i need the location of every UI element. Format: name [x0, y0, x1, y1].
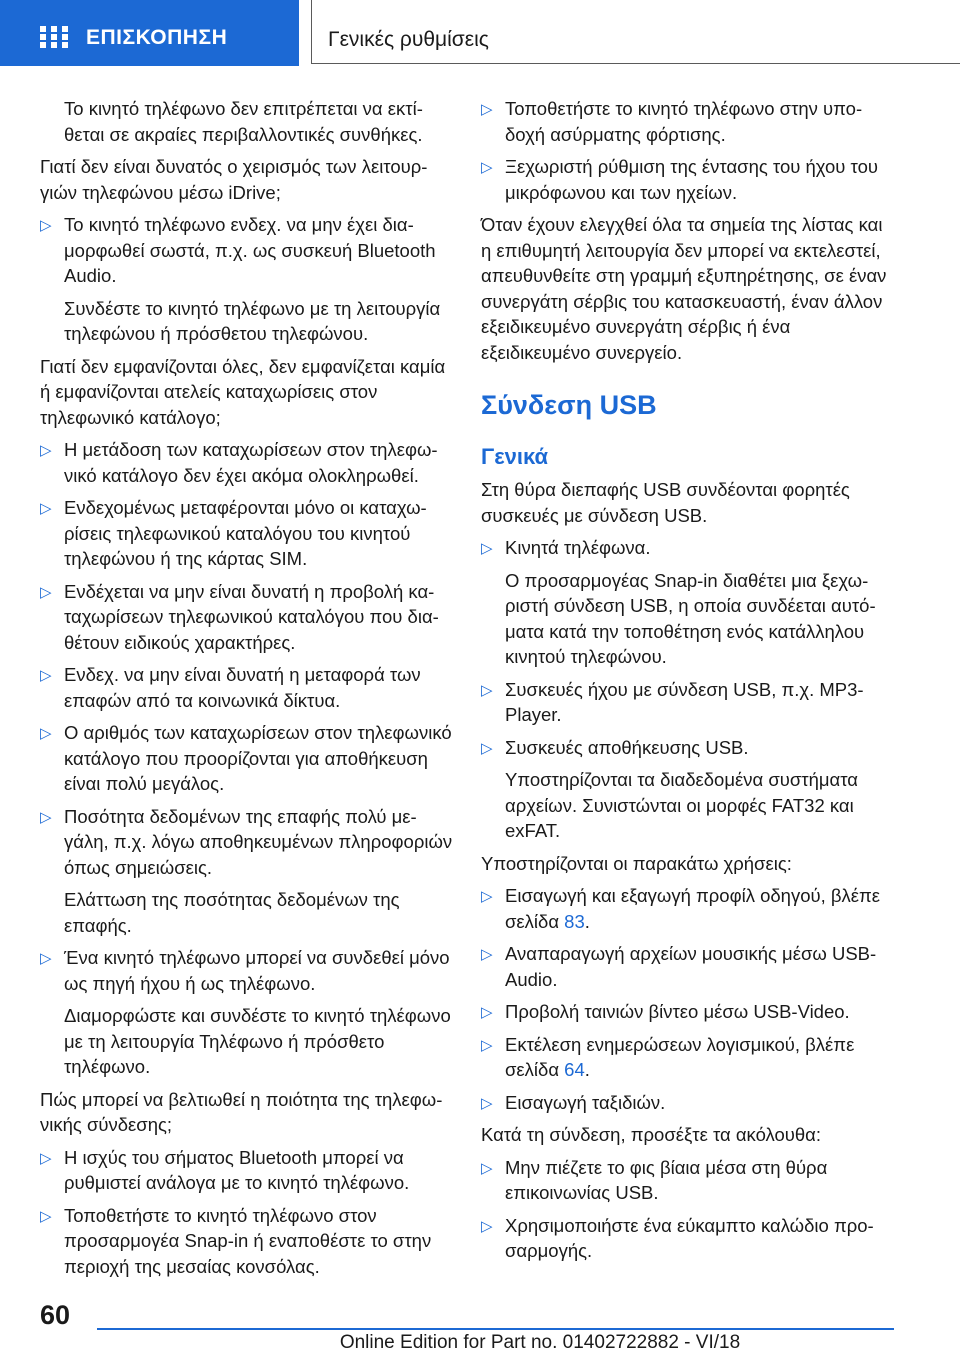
footer-divider [97, 1328, 894, 1330]
bullet-item [481, 677, 896, 728]
bullet-item [481, 1090, 896, 1116]
triangle-right-icon: ▷ [481, 1159, 493, 1177]
grid-icon [40, 26, 68, 48]
indented-paragraph: Υποστηρίζονται τα διαδεδομένα συστήματα αρχείων. Συνιστώνται οι μορφές FAT32 και exFAT. [505, 769, 858, 841]
bullet-item [481, 1032, 896, 1083]
bullet-text: Ποσότητα δεδομένων της επαφής πολύ μεγάλη, π.χ. λόγω αποθηκευμένων πληροφοριών όπως σημειώσεις. [64, 805, 453, 878]
bullet-item [40, 437, 455, 488]
bullet-text: Συσκευές αποθήκευσης USB. [505, 736, 749, 758]
bullet-item [40, 945, 455, 996]
triangle-right-icon: ▷ [40, 950, 52, 967]
bullet-item [40, 662, 455, 713]
right-column-intro [481, 96, 896, 365]
paragraph: Στη θύρα διεπαφής USB συνδέονται φορητές συσκευές με σύνδεση USB. [481, 479, 850, 526]
left-column [40, 96, 455, 1286]
overview-tab[interactable] [0, 0, 299, 66]
bullet-item [481, 1155, 896, 1206]
triangle-right-icon: ▷ [40, 583, 52, 601]
triangle-right-icon: ▷ [481, 1217, 493, 1235]
triangle-right-icon: ▷ [40, 808, 52, 826]
paragraph: Γιατί δεν είναι δυνατός ο χειρισμός των λειτουργιών τηλεφώνου μέσω iDrive; [40, 156, 428, 203]
paragraph: Κατά τη σύνδεση, προσέξτε τα ακόλουθα: [481, 1124, 822, 1145]
triangle-right-icon: ▷ [481, 681, 493, 699]
bullet-item [40, 579, 455, 656]
bullet-item [481, 735, 896, 761]
triangle-right-icon: ▷ [40, 725, 52, 742]
paragraph: Υποστηρίζονται οι παρακάτω χρήσεις: [481, 852, 792, 874]
triangle-right-icon: ▷ [481, 888, 493, 905]
triangle-right-icon: ▷ [481, 159, 493, 176]
bullet-text: Ενδεχομένως μεταφέρονται μόνο οι καταχωρίσεις τηλεφωνικού καταλόγου του κινητού τηλεφώνου ή της κάρτας SIM. [64, 497, 427, 569]
indented-paragraph: Συνδέστε το κινητό τηλέφωνο με τη λειτουργία τηλεφώνου ή πρόσθετου τηλεφώνου. [64, 297, 441, 344]
right-column [481, 96, 896, 1271]
bullet-text: Κινητά τηλέφωνα. [505, 537, 651, 558]
bullet-item [481, 999, 896, 1025]
overview-label: ΕΠΙΣΚΟΠΗΣΗ [86, 26, 228, 49]
page-reference-link[interactable]: 64 [564, 1059, 585, 1080]
bullet-text: Μην πιέζετε το φις βίαια μέσα στη θύρα επικοινωνίας USB. [505, 1156, 828, 1203]
bullet-text: Τοποθετήστε το κινητό τηλέφωνο στην υποδοχή ασύρματης φόρτισης. [505, 98, 863, 145]
page-reference-link[interactable]: 83 [564, 910, 585, 932]
bullet-text: Η μετάδοση των καταχωρίσεων στον τηλεφωνικό κατάλογο δεν έχει ακόμα ολοκληρωθεί. [64, 439, 438, 486]
bullet-item [40, 212, 455, 289]
triangle-right-icon: ▷ [40, 1149, 52, 1167]
bullet-item [481, 941, 896, 992]
bullet-item [481, 535, 896, 561]
triangle-right-icon: ▷ [481, 1004, 493, 1021]
bullet-text: Ενδέχεται να μην είναι δυνατή η προβολή καταχωρίσεων τηλεφωνικού καταλόγου που διαθέτουν ειδικούς χαρακτήρες. [64, 580, 439, 653]
bullet-text: Ο αριθμός των καταχωρίσεων στον τηλεφωνικό κατάλογο που προορίζονται για αποθήκευση είναι πολύ μεγάλος. [64, 722, 452, 794]
bullet-item [40, 1145, 455, 1196]
right-column-usb-section [481, 477, 896, 1264]
indented-paragraph: Ελάττωση της ποσότητας δεδομένων της επαφής. [64, 889, 400, 936]
indented-paragraph: Ο προσαρμογέας Snap-in διαθέτει μια ξεχωριστή σύνδεση USB, η οποία συνδέεται αυτόματα κατά την τοποθέτηση ενός κατάλληλου κινητού τηλεφώνου. [505, 569, 876, 667]
triangle-right-icon: ▷ [481, 739, 493, 757]
bullet-item [40, 1203, 455, 1280]
triangle-right-icon: ▷ [481, 1094, 493, 1112]
bullet-text: Εισαγωγή και εξαγωγή προφίλ οδηγού, βλέπε σελίδα [505, 885, 881, 932]
bullet-text: Εισαγωγή ταξιδιών. [505, 1091, 666, 1113]
bullet-text: Συσκευές ήχου με σύνδεση USB, π.χ. MP3-Player. [505, 678, 864, 725]
bullet-text: Ενδεχ. να μην είναι δυνατή η μεταφορά των επαφών από τα κοινωνικά δίκτυα. [64, 664, 421, 711]
triangle-right-icon: ▷ [40, 500, 52, 517]
bullet-item [481, 96, 896, 147]
bullet-item [481, 154, 896, 205]
triangle-right-icon: ▷ [40, 442, 52, 459]
bullet-item [40, 804, 455, 881]
indented-paragraph: Το κινητό τηλέφωνο δεν επιτρέπεται να εκτίθεται σε ακραίες περιβαλλοντικές συνθήκες. [64, 98, 423, 145]
indented-paragraph: Διαμορφώστε και συνδέστε το κινητό τηλέφωνο με τη λειτουργία Τηλέφωνο ή πρόσθετο τηλέφωνο. [64, 1005, 451, 1077]
triangle-right-icon: ▷ [481, 540, 493, 557]
bullet-text: Η ισχύς του σήματος Bluetooth μπορεί να ρυθμιστεί ανάλογα με το κινητό τηλέφωνο. [64, 1146, 410, 1193]
bullet-text: Προβολή ταινιών βίντεο μέσω USB-Video. [505, 1001, 850, 1022]
bullet-text-tail: . [584, 1059, 590, 1080]
section-title: Γενικές ρυθμίσεις [328, 28, 489, 51]
bullet-text: Αναπαραγωγή αρχείων μουσικής μέσω USB-Audio. [505, 943, 877, 990]
triangle-right-icon: ▷ [40, 1207, 52, 1225]
bullet-item [481, 1213, 896, 1264]
paragraph: Όταν έχουν ελεγχθεί όλα τα σημεία της λίστας και η επιθυμητή λειτουργία δεν μπορεί να εκτελεστεί, απευθυνθείτε στη γραμμή εξυπηρέτησης, σε έναν συνεργάτη σέρβις του κατασκευαστή, έναν άλλον εξειδικευμένο συνεργάτη σέρβις ή ένα εξειδικευμένο συνεργείο. [481, 214, 887, 363]
triangle-right-icon: ▷ [40, 217, 52, 234]
triangle-right-icon: ▷ [481, 101, 493, 118]
paragraph: Πώς μπορεί να βελτιωθεί η ποιότητα της τηλεφωνικής σύνδεσης; [40, 1088, 443, 1135]
bullet-text: Το κινητό τηλέφωνο ενδεχ. να μην έχει διαμορφωθεί σωστά, π.χ. ως συσκευή Bluetooth Audio. [64, 214, 436, 286]
page-number: 60 [40, 1300, 71, 1330]
heading-usb-connection: Σύνδεση USB [481, 390, 657, 420]
bullet-item [40, 720, 455, 797]
triangle-right-icon: ▷ [481, 946, 493, 963]
top-navigation-bar [0, 0, 960, 66]
triangle-right-icon: ▷ [481, 1036, 493, 1054]
bullet-text: Τοποθετήστε το κινητό τηλέφωνο στον προσαρμογέα Snap-in ή εναποθέστε το στην περιοχή της μεσαίας κονσόλας. [64, 1204, 432, 1277]
bullet-text-tail: . [584, 910, 590, 932]
bullet-item [481, 883, 896, 934]
bullet-text: Ξεχωριστή ρύθμιση της έντασης του ήχου του μικρόφωνου και των ηχείων. [505, 156, 879, 203]
paragraph: Γιατί δεν εμφανίζονται όλες, δεν εμφανίζεται καμία ή εμφανίζονται ατελείς καταχωρίσεις στον τηλεφωνικό κατάλογο; [40, 355, 446, 428]
footer-edition-text: Online Edition for Part no. 01402722882 - VI/18 [339, 1332, 741, 1353]
section-tab[interactable] [311, 0, 960, 64]
bullet-item [40, 495, 455, 572]
triangle-right-icon: ▷ [40, 667, 52, 684]
heading-general: Γενικά [481, 444, 549, 469]
bullet-text: Εκτέλεση ενημερώσεων λογισμικού, βλέπε σελίδα [505, 1033, 855, 1080]
bullet-text: Ένα κινητό τηλέφωνο μπορεί να συνδεθεί μόνο ως πηγή ήχου ή ως τηλέφωνο. [64, 947, 450, 994]
bullet-text: Χρησιμοποιήστε ένα εύκαμπτο καλώδιο προσαρμογής. [505, 1214, 874, 1261]
